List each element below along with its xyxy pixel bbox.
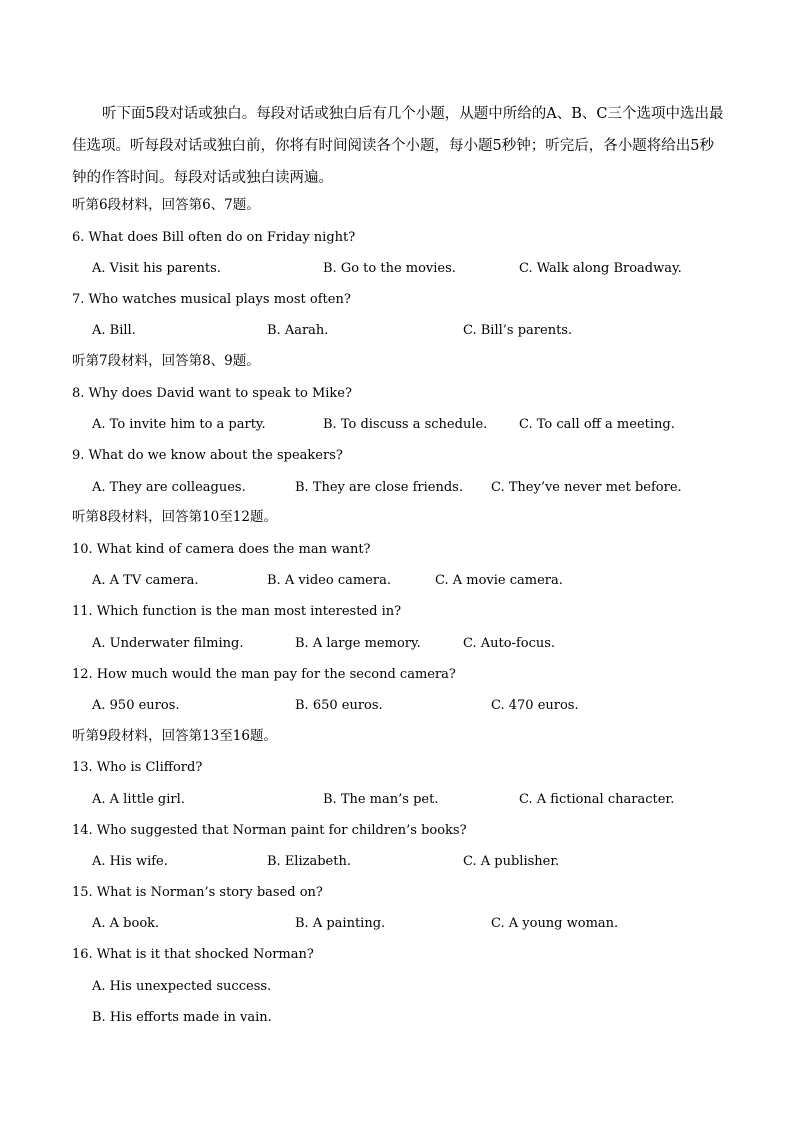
question-7-option-a: A. Bill. [92, 323, 136, 338]
section-heading-6: 听第6段材料，回答第6、7题。 [72, 197, 260, 213]
question-6-option-b: B. Go to the movies. [323, 261, 456, 276]
question-15-option-a: A. A book. [92, 916, 160, 931]
section-heading-7: 听第7段材料，回答第8、9题。 [72, 353, 260, 369]
question-12-option-b: B. 650 euros. [295, 698, 383, 713]
question-9: 9. What do we know about the speakers? [72, 448, 343, 463]
question-10-option-c: C. A movie camera. [435, 573, 563, 588]
question-15-option-c: C. A young woman. [491, 916, 619, 931]
question-14-option-c: C. A publisher. [463, 854, 560, 869]
question-6-option-c: C. Walk along Broadway. [519, 261, 682, 276]
question-15-option-b: B. A painting. [295, 916, 386, 931]
question-13: 13. Who is Clifford? [72, 760, 203, 775]
question-12-option-c: C. 470 euros. [491, 698, 579, 713]
question-6-option-a: A. Visit his parents. [92, 261, 221, 276]
section-heading-8: 听第8段材料，回答第10至12题。 [72, 509, 277, 525]
question-7-option-b: B. Aarah. [267, 323, 329, 338]
question-9-option-a: A. They are colleagues. [92, 480, 246, 495]
question-8: 8. Why does David want to speak to Mike? [72, 386, 352, 401]
question-16-option-a: A. His unexpected success. [92, 979, 272, 994]
question-8-option-b: B. To discuss a schedule. [323, 417, 488, 432]
question-9-option-c: C. They’ve never met before. [491, 480, 682, 495]
question-14: 14. Who suggested that Norman paint for children’s books? [72, 823, 467, 838]
question-11-option-a: A. Underwater filming. [92, 636, 244, 651]
question-9-option-b: B. They are close friends. [295, 480, 463, 495]
question-12: 12. How much would the man pay for the second camera? [72, 667, 456, 682]
question-16: 16. What is it that shocked Norman? [72, 947, 314, 962]
question-11-option-c: C. Auto-focus. [463, 636, 556, 651]
question-7: 7. Who watches musical plays most often? [72, 292, 351, 307]
question-8-option-a: A. To invite him to a party. [92, 417, 266, 432]
question-14-option-a: A. His wife. [92, 854, 168, 869]
question-13-option-c: C. A fictional character. [519, 792, 675, 807]
question-13-option-a: A. A little girl. [92, 792, 185, 807]
question-11: 11. Which function is the man most interested in? [72, 604, 402, 619]
question-15: 15. What is Norman’s story based on? [72, 885, 323, 900]
section-heading-9: 听第9段材料，回答第13至16题。 [72, 728, 277, 744]
question-10-option-a: A. A TV camera. [92, 573, 199, 588]
question-8-option-c: C. To call off a meeting. [519, 417, 675, 432]
question-7-option-c: C. Bill’s parents. [463, 323, 573, 338]
question-10-option-b: B. A video camera. [267, 573, 391, 588]
question-10: 10. What kind of camera does the man want? [72, 542, 371, 557]
instructions-text: 听下面5段对话或独白。每段对话或独白后有几个小题，从题中所给的A、B、C三个选项中选出最佳选项。听每段对话或独白前，你将有时间阅读各个小题，每小题5秒钟；听完后，各小题将给出5秒钟的作答时间。每段对话或独白读两遍。 [72, 106, 724, 186]
question-12-option-a: A. 950 euros. [92, 698, 180, 713]
question-6: 6. What does Bill often do on Friday night? [72, 230, 356, 245]
question-16-option-b: B. His efforts made in vain. [92, 1010, 272, 1025]
question-13-option-b: B. The man’s pet. [323, 792, 439, 807]
question-14-option-b: B. Elizabeth. [267, 854, 351, 869]
question-11-option-b: B. A large memory. [295, 636, 421, 651]
instructions [72, 98, 724, 194]
